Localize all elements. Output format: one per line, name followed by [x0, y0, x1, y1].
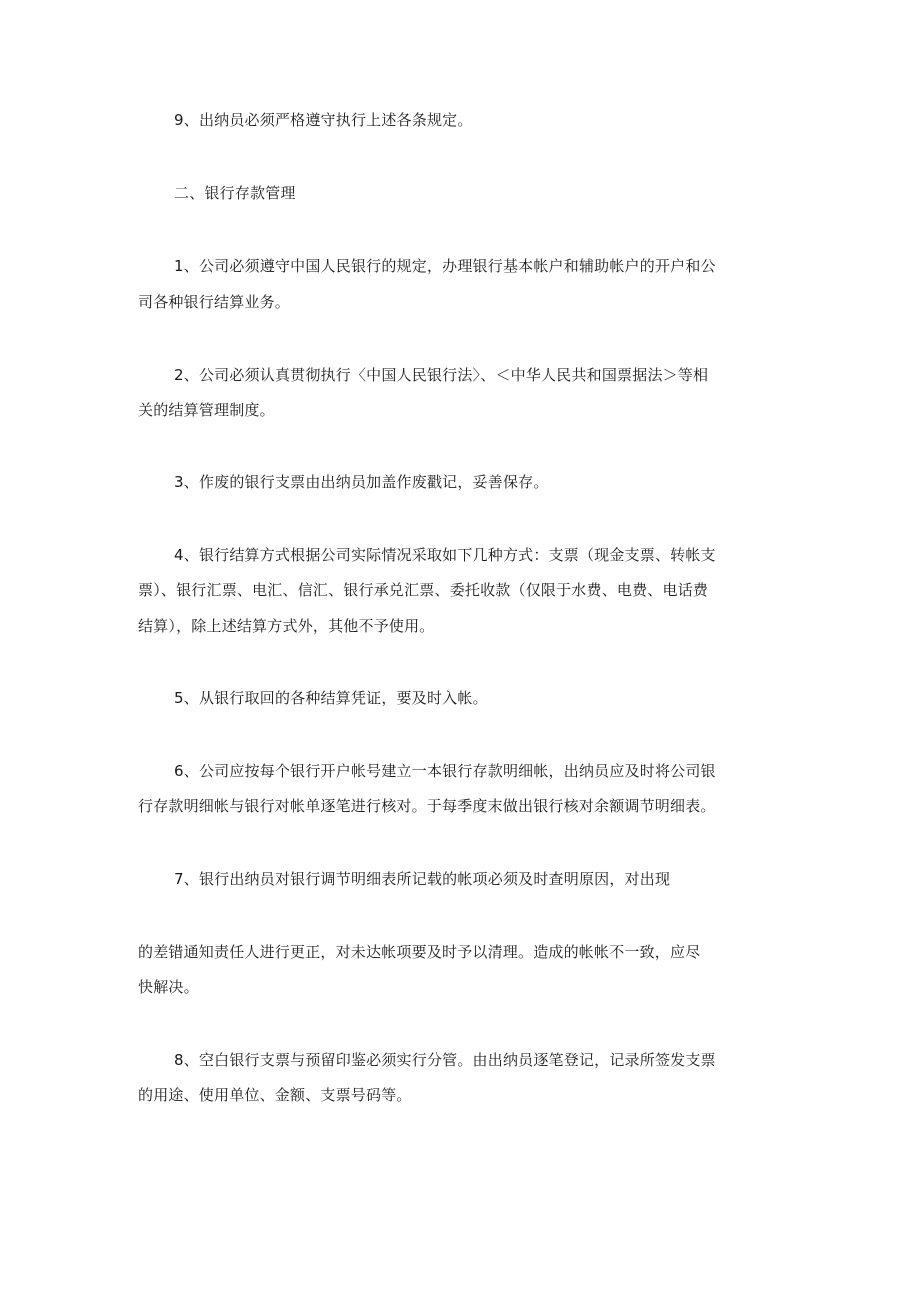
item-4-line-1: 4、银行结算方式根据公司实际情况采取如下几种方式：支票（现金支票、转帐支 — [174, 546, 716, 564]
section-heading: 二、银行存款管理 — [174, 184, 296, 202]
item-1-line-1: 1、公司必须遵守中国人民银行的规定，办理银行基本帐户和辅助帐户的开户和公 — [174, 257, 716, 275]
item-6-line-2: 行存款明细帐与银行对帐单逐笔进行核对。于每季度末做出银行核对余额调节明细表。 — [138, 797, 716, 815]
item-7-line-2: 的差错通知责任人进行更正，对未达帐项要及时予以清理。造成的帐帐不一致，应尽 — [138, 943, 701, 961]
item-8-line-2: 的用途、使用单位、金额、支票号码等。 — [138, 1086, 412, 1104]
item-5: 5、从银行取回的各种结算凭证，要及时入帐。 — [174, 689, 488, 707]
item-4-line-3: 结算），除上述结算方式外，其他不予使用。 — [138, 617, 435, 635]
item-2-line-1: 2、公司必须认真贯彻执行〈中国人民银行法〉、＜中华人民共和国票据法＞等相 — [174, 366, 709, 384]
item-4-line-2: 票）、银行汇票、电汇、信汇、银行承兑汇票、委托收款（仅限于水费、电费、电话费 — [138, 581, 709, 599]
item-8-line-1: 8、空白银行支票与预留印鉴必须实行分管。由出纳员逐笔登记，记录所签发支票 — [174, 1051, 716, 1069]
item-7-line-3: 快解决。 — [138, 978, 199, 996]
item-1-line-2: 司各种银行结算业务。 — [138, 293, 291, 311]
item-2-line-2: 关的结算管理制度。 — [138, 401, 275, 419]
item-7-line-1: 7、银行出纳员对银行调节明细表所记载的帐项必须及时查明原因，对出现 — [174, 870, 671, 888]
item-9: 9、出纳员必须严格遵守执行上述各条规定。 — [174, 111, 473, 129]
item-6-line-1: 6、公司应按每个银行开户帐号建立一本银行存款明细帐，出纳员应及时将公司银 — [174, 762, 716, 780]
item-3: 3、作废的银行支票由出纳员加盖作废戳记，妥善保存。 — [174, 473, 549, 491]
